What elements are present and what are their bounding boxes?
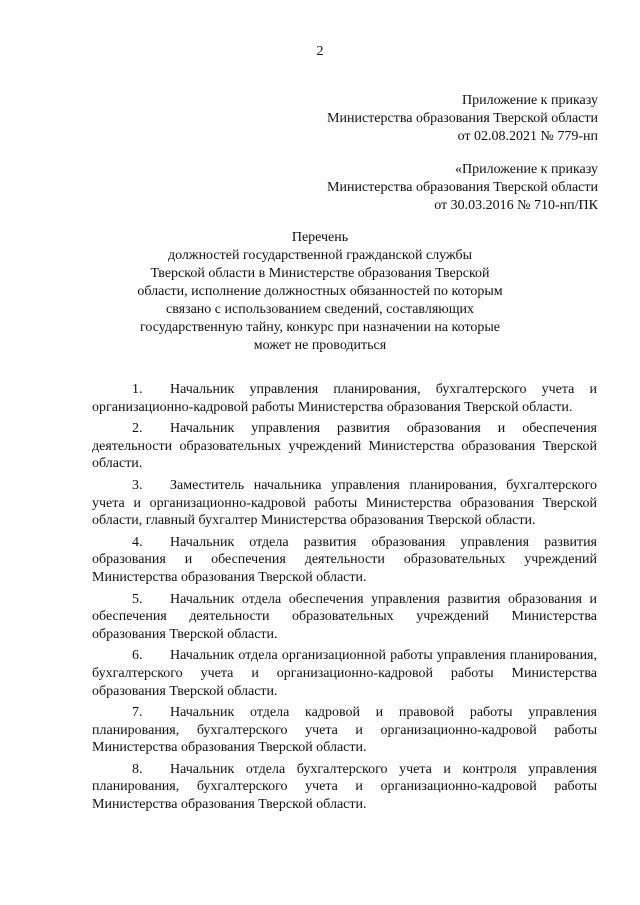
item-text: Начальник управления развития образования и обеспечения деятельности образовательных учреждений Министерства образования Тверской области. [92,421,597,472]
appendix-line: Приложение к приказу [462,93,598,108]
item-number: 3. [132,477,143,493]
appendix-line: от 30.03.2016 № 710-нп/ПК [434,198,598,213]
list-item [92,761,597,814]
item-text: Начальник отдела организационной работы управления планирования, бухгалтерского учета и организационно-кадровой работы Министерства образования Тверской области. [92,648,597,699]
title-line: Тверской области в Министерстве образования Тверской [150,266,490,281]
list-item [92,420,597,473]
item-number: 4. [132,534,143,550]
title-line: государственную тайну, конкурс при назначении на которые [140,320,500,335]
appendix-reference-previous [327,161,598,215]
item-text: Заместитель начальника управления планирования, бухгалтерского учета и организационно-кадровой работы Министерства образования Тверской области, главный бухгалтер Министерства образования Тверской области. [92,477,597,529]
appendix-line: «Приложение к приказу [455,162,598,177]
appendix-line: от 02.08.2021 № 779-нп [457,129,598,144]
item-number: 6. [132,648,143,664]
appendix-reference-current [327,92,598,146]
item-number: 5. [132,591,143,607]
appendix-line: Министерства образования Тверской области [327,111,598,126]
item-text: Начальник отдела бухгалтерского учета и контроля управления планирования, бухгалтерского учета и организационно-кадровой работы Министерства образования Тверской области. [92,761,597,813]
title-line: должностей государственной гражданской службы [167,248,473,263]
list-item [92,591,597,644]
title-line: связано с использованием сведений, составляющих [165,302,474,317]
item-text: Начальник отдела кадровой и правовой работы управления планирования, бухгалтерского учета и организационно-кадровой работы Министерства образования Тверской области. [92,705,597,756]
list-item [92,477,597,530]
title-heading: Перечень [291,230,349,245]
document-title [90,229,550,355]
appendix-line: Министерства образования Тверской области [327,180,598,195]
page-number: 2 [316,44,324,59]
title-line: области, исполнение должностных обязанностей по которым [137,284,503,299]
list-item [92,534,597,587]
positions-list [92,381,597,818]
item-number: 8. [132,761,143,777]
item-text: Начальник отдела развития образования управления развития образования и обеспечения деятельности образовательных учреждений Министерства образования Тверской области. [92,534,597,585]
item-number: 1. [132,382,143,397]
item-number: 2. [132,421,143,437]
list-item [92,381,597,416]
title-line: может не проводиться [253,338,387,353]
item-text: Начальник управления планирования, бухгалтерского учета и организационно-кадровой работы Министерства образования Тверской области. [92,382,597,415]
list-item [92,647,597,700]
item-number: 7. [132,705,143,721]
item-text: Начальник отдела обеспечения управления развития образования и обеспечения деятельности образовательных учреждений Министерства образования Тверской области. [92,591,597,642]
list-item [92,704,597,757]
